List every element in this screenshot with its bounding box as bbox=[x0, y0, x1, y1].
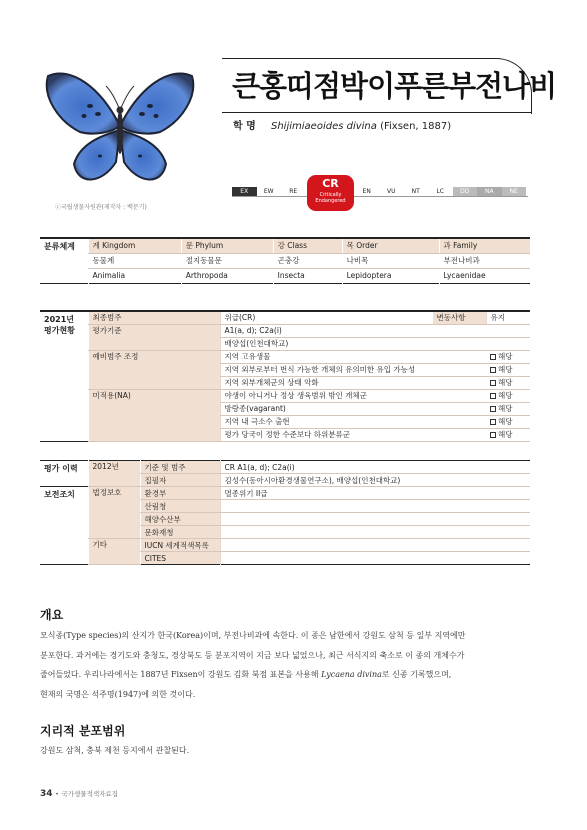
overview-italic-name: Lycaena divina bbox=[321, 670, 382, 679]
legal-item-label: 해양수산부 bbox=[140, 513, 220, 526]
section-history: 평가 이력 bbox=[44, 464, 78, 473]
other-item-label: IUCN 세계적색목록 bbox=[140, 539, 220, 552]
final-label: 최종범주 bbox=[88, 311, 220, 324]
checkbox-icon bbox=[490, 432, 496, 438]
iucn-cat-dd: DD bbox=[453, 187, 478, 197]
kingdom-ko: 동물계 bbox=[88, 253, 181, 268]
iucn-cat-en: EN bbox=[355, 187, 380, 197]
overview-line3-head: 현재의 국명은 석주명(1947)에 의한 것이다. bbox=[40, 689, 196, 699]
overview-line3-tail: 로 신종 기록했으며, bbox=[381, 670, 452, 679]
overview-heading: 개요 bbox=[40, 608, 64, 622]
overview-line: 모식종(Type species)의 산지가 한국(Korea)이며, 부전나비과에 속한다. 이 종은 남한에서 강원도 삼척 등 일부 지역에만 bbox=[40, 631, 466, 640]
iucn-selected-badge bbox=[307, 175, 354, 211]
na-check bbox=[486, 389, 530, 402]
rank-order: 목 Order bbox=[342, 238, 439, 253]
legal-item-value bbox=[220, 500, 530, 513]
history-year: 2012년 bbox=[88, 461, 140, 487]
sci-name: Shijimiaeoides divina bbox=[271, 121, 377, 132]
prelim-label: 예비범주 조정 bbox=[88, 350, 220, 389]
final-value: 위급(CR) bbox=[220, 311, 432, 324]
check-label: 해당 bbox=[498, 391, 513, 400]
checkbox-icon bbox=[490, 354, 496, 360]
legal-item-label: 환경부 bbox=[140, 487, 220, 500]
rank-kingdom: 계 Kingdom bbox=[88, 238, 181, 253]
overview-line3-overlay bbox=[40, 665, 451, 685]
range-text: 강원도 삼척, 충북 제천 등지에서 관찰된다. bbox=[40, 746, 190, 755]
na-label: 미적용(NA) bbox=[88, 389, 220, 441]
check-label: 해당 bbox=[498, 378, 513, 387]
check-label: 해당 bbox=[498, 417, 513, 426]
prelim-item: 지역 고유생물 bbox=[220, 350, 486, 363]
prelim-check bbox=[486, 363, 530, 376]
other-item-value bbox=[220, 539, 530, 552]
family-en: Lycaenidae bbox=[439, 268, 530, 283]
taxonomy-header: 분류체계 bbox=[44, 242, 75, 251]
kingdom-en: Animalia bbox=[88, 268, 181, 283]
page-title: 큰홍띠점박이푸른부전나비 bbox=[232, 69, 557, 103]
checkbox-icon bbox=[490, 367, 496, 373]
checkbox-icon bbox=[490, 419, 496, 425]
range-heading: 지리적 분포범위 bbox=[40, 724, 126, 738]
taxonomy-table bbox=[40, 237, 530, 284]
rank-family: 과 Family bbox=[439, 238, 530, 253]
sci-author: (Fixsen, 1887) bbox=[380, 121, 452, 132]
other-item-value bbox=[220, 552, 530, 565]
legal-item-value: 멸종위기 II급 bbox=[220, 487, 530, 500]
iucn-baseline bbox=[232, 196, 528, 197]
checkbox-icon bbox=[490, 393, 496, 399]
photo-credit: ⓒ국립생물자원관(제작자 : 백문기) bbox=[55, 204, 147, 211]
section-2021: 2021년 평가현황 bbox=[44, 315, 75, 335]
prelim-check bbox=[486, 350, 530, 363]
phylum-en: Arthropoda bbox=[181, 268, 273, 283]
iucn-cat-ex: EX bbox=[232, 187, 257, 197]
class-ko: 곤충강 bbox=[273, 253, 342, 268]
history-cat-value: CR A1(a, d); C2a(i) bbox=[220, 461, 530, 474]
iucn-selected-name: Critically Endangered bbox=[315, 192, 346, 204]
overview-line: 줄어들었다. 우리나라에서는 1887년 Fixsen이 강원도 김화 북점 표본을 사용해 bbox=[40, 670, 319, 679]
other-item-label: CITES bbox=[140, 552, 220, 565]
title-underline bbox=[222, 112, 532, 113]
criteria-author: 배양섭(인천대학교) bbox=[220, 337, 530, 350]
iucn-cat-re: RE bbox=[281, 187, 306, 197]
check-label: 해당 bbox=[498, 352, 513, 361]
overview-line bbox=[40, 685, 532, 705]
change-label: 변동사항 bbox=[432, 311, 486, 324]
prelim-item: 지역 외부로부터 번식 가능한 개체의 유의미한 유입 가능성 bbox=[220, 363, 486, 376]
page-footer bbox=[40, 789, 118, 799]
legal-item-value bbox=[220, 513, 530, 526]
checkbox-icon bbox=[490, 406, 496, 412]
history-table bbox=[40, 460, 530, 565]
na-check bbox=[486, 428, 530, 441]
criteria-value: A1(a, d); C2a(i) bbox=[220, 324, 530, 337]
rank-class: 강 Class bbox=[273, 238, 342, 253]
iucn-cat-ew: EW bbox=[257, 187, 282, 197]
status-table bbox=[40, 310, 530, 442]
criteria-label: 평가기준 bbox=[88, 324, 220, 350]
history-author-label: 집필자 bbox=[140, 474, 220, 487]
iucn-scale bbox=[232, 187, 526, 197]
sci-label: 학 명 bbox=[233, 121, 256, 132]
check-label: 해당 bbox=[498, 365, 513, 374]
butterfly-photo bbox=[40, 66, 200, 192]
footer-separator: • bbox=[55, 790, 59, 798]
family-ko: 부전나비과 bbox=[439, 253, 530, 268]
iucn-cat-lc: LC bbox=[428, 187, 453, 197]
scientific-name bbox=[233, 117, 451, 132]
check-label: 해당 bbox=[498, 404, 513, 413]
change-value: 유지 bbox=[486, 311, 530, 324]
phylum-ko: 절지동물문 bbox=[181, 253, 273, 268]
prelim-item: 지역 외부개체군의 상태 악화 bbox=[220, 376, 486, 389]
section-conservation: 보전조치 bbox=[40, 487, 88, 565]
na-check bbox=[486, 402, 530, 415]
iucn-cat-vu: VU bbox=[379, 187, 404, 197]
legal-item-value bbox=[220, 526, 530, 539]
history-cat-label: 기준 및 범주 bbox=[140, 461, 220, 474]
class-en: Insecta bbox=[273, 268, 342, 283]
check-label: 해당 bbox=[498, 430, 513, 439]
iucn-selected-code: CR bbox=[322, 177, 339, 190]
title-frame-top bbox=[222, 58, 492, 59]
iucn-cat-ne: NE bbox=[502, 187, 527, 197]
na-item: 야생이 아니거나 정상 생육범위 밖인 개체군 bbox=[220, 389, 486, 402]
order-ko: 나비목 bbox=[342, 253, 439, 268]
na-check bbox=[486, 415, 530, 428]
order-en: Lepidoptera bbox=[342, 268, 439, 283]
legal-label: 법정보호 bbox=[88, 487, 140, 539]
rank-phylum: 문 Phylum bbox=[181, 238, 273, 253]
legal-item-label: 문화재청 bbox=[140, 526, 220, 539]
book-title: 국가생물적색자료집 bbox=[61, 790, 118, 798]
prelim-check bbox=[486, 376, 530, 389]
na-item: 방랑종(vagarant) bbox=[220, 402, 486, 415]
overview-line: 분포한다. 과거에는 경기도와 충청도, 경상북도 등 분포지역이 지금 보다 넓었으나, 최근 서식지의 축소로 이 종의 개체수가 bbox=[40, 650, 465, 660]
checkbox-icon bbox=[490, 380, 496, 386]
na-item: 평가 당국이 정한 수준보다 하위분류군 bbox=[220, 428, 486, 441]
page-number: 34 bbox=[40, 789, 53, 799]
other-label: 기타 bbox=[88, 539, 140, 565]
na-item: 지역 내 극소수 출현 bbox=[220, 415, 486, 428]
history-author-value: 김성수(동아시아환경생물연구소), 배양섭(인천대학교) bbox=[220, 474, 530, 487]
iucn-cat-na: NA bbox=[477, 187, 502, 197]
iucn-cat-nt: NT bbox=[404, 187, 429, 197]
legal-item-label: 산림청 bbox=[140, 500, 220, 513]
